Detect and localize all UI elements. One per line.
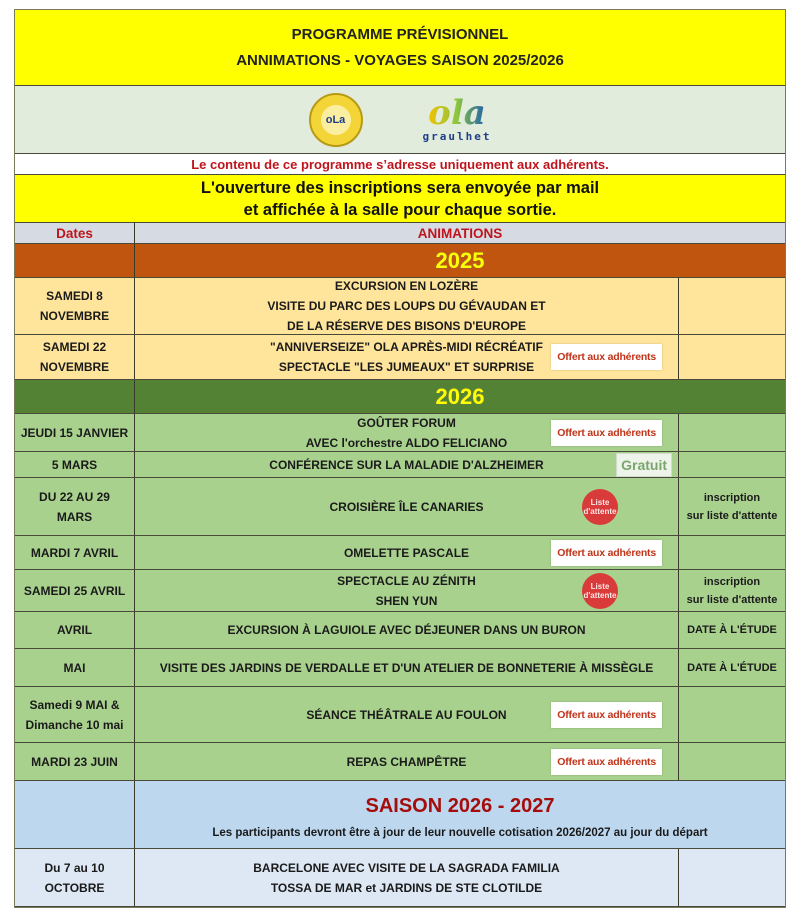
- year-2025-label: 2025: [435, 247, 485, 273]
- offert-aux-adherents-badge: Offert aux adhérents: [551, 344, 662, 370]
- offert-aux-adherents-badge: Offert aux adhérents: [551, 540, 662, 566]
- event-status: [679, 536, 785, 569]
- year-2026-header: [15, 380, 785, 414]
- liste-attente-badge: [582, 573, 618, 609]
- column-header-animations: ANIMATIONS: [417, 225, 503, 241]
- event-title-line: SÉANCE THÉÂTRALE AU FOULON: [306, 707, 507, 722]
- event-date: [15, 687, 135, 742]
- liste-badge-line: d'attente: [583, 590, 617, 600]
- liste-badge-line: Liste: [590, 497, 610, 507]
- ola-wordmark: ola: [428, 93, 486, 133]
- programme-table: [14, 9, 786, 908]
- event-status: [679, 743, 785, 780]
- event-title-line: SPECTACLE AU ZÉNITH: [337, 573, 476, 588]
- event-row: [15, 536, 785, 570]
- event-animation: [135, 452, 679, 477]
- event-row: [15, 687, 785, 743]
- event-row: [15, 743, 785, 781]
- event-title-line: REPAS CHAMPÊTRE: [346, 754, 467, 769]
- event-date: [15, 570, 135, 611]
- gratuit-badge: Gratuit: [616, 453, 672, 477]
- title-line-1: PROGRAMME PRÉVISIONNEL: [291, 25, 509, 43]
- column-header-dates: Dates: [15, 223, 135, 243]
- saison-header-content: [135, 781, 785, 848]
- title-banner: [15, 10, 785, 86]
- event-date: [15, 452, 135, 477]
- event-title-line: TOSSA DE MAR et JARDINS DE STE CLOTILDE: [270, 880, 543, 895]
- event-date-line: MAI: [63, 660, 86, 675]
- event-date-line: DU 22 AU 29: [39, 489, 110, 504]
- event-row: [15, 849, 785, 907]
- event-date-line: Dimanche 10 mai: [25, 717, 124, 732]
- liste-badge-line: Liste: [590, 581, 610, 591]
- event-date-line: SAMEDI 22: [42, 340, 107, 354]
- ola-logo-face: oLa: [321, 105, 351, 135]
- event-animation: [135, 849, 679, 906]
- offert-aux-adherents-badge: Offert aux adhérents: [551, 702, 662, 728]
- event-title-line: GOÛTER FORUM: [357, 415, 456, 430]
- event-animation: [135, 335, 679, 379]
- event-date: [15, 743, 135, 780]
- event-title-line: CROISIÈRE ÎLE CANARIES: [329, 499, 484, 514]
- event-date-line: OCTOBRE: [44, 880, 105, 895]
- event-title-line: CONFÉRENCE SUR LA MALADIE D'ALZHEIMER: [269, 457, 544, 472]
- event-animation: [135, 743, 679, 780]
- event-date-line: MARS: [56, 509, 93, 524]
- event-date: [15, 478, 135, 535]
- event-animation: [135, 570, 679, 611]
- saison-2026-2027-header: [15, 781, 785, 849]
- event-animation: [135, 414, 679, 451]
- event-row: [15, 570, 785, 612]
- event-status: [679, 478, 785, 535]
- event-row: [15, 414, 785, 452]
- liste-attente-badge: [582, 489, 618, 525]
- event-status: [679, 570, 785, 611]
- event-title-line: DE LA RÉSERVE DES BISONS D'EUROPE: [287, 319, 526, 333]
- saison-title: SAISON 2026 - 2027: [365, 794, 555, 817]
- event-date-line: Du 7 au 10: [44, 860, 105, 875]
- event-title-line: OMELETTE PASCALE: [343, 545, 470, 560]
- event-status-line: sur liste d'attente: [686, 509, 778, 522]
- year-date-spacer: [15, 244, 135, 277]
- event-title-line: VISITE DU PARC DES LOUPS DU GÉVAUDAN ET: [267, 299, 546, 313]
- year-2025-header: [15, 244, 785, 278]
- event-date-line: SAMEDI 8: [46, 289, 103, 303]
- event-status-line: DATE À L'ÉTUDE: [687, 661, 777, 674]
- year-2026-label: 2026: [435, 383, 485, 409]
- event-date-line: NOVEMBRE: [39, 360, 110, 374]
- event-date: [15, 649, 135, 686]
- year-date-spacer: [15, 380, 135, 413]
- event-animation: [135, 649, 679, 686]
- event-row: [15, 278, 785, 335]
- event-title-line: VISITE DES JARDINS DE VERDALLE ET D'UN ATELIER DE BONNETERIE À MISSÈGLE: [159, 660, 654, 675]
- event-date-line: JEUDI 15 JANVIER: [20, 425, 129, 440]
- offert-aux-adherents-badge: Offert aux adhérents: [551, 420, 662, 446]
- saison-subtitle: Les participants devront être à jour de leur nouvelle cotisation 2026/2027 au jour du départ: [212, 826, 708, 839]
- event-date-line: 5 MARS: [51, 457, 98, 472]
- registration-notice: [15, 175, 785, 223]
- event-row: [15, 452, 785, 478]
- event-status-line: inscription: [703, 575, 761, 588]
- offert-aux-adherents-badge: Offert aux adhérents: [551, 749, 662, 775]
- event-date-line: MARDI 7 AVRIL: [30, 545, 119, 560]
- event-date: [15, 536, 135, 569]
- event-status: [679, 612, 785, 648]
- registration-line-2: et affichée à la salle pour chaque sortie.: [243, 200, 557, 219]
- event-title-line: EXCURSION EN LOZÈRE: [334, 279, 479, 293]
- event-row: [15, 478, 785, 536]
- event-animation: [135, 536, 679, 569]
- event-row: [15, 649, 785, 687]
- event-date: [15, 849, 135, 906]
- event-title-line: SHEN YUN: [375, 593, 438, 608]
- events-saison-2026-2027: [15, 849, 785, 907]
- event-title-line: SPECTACLE "LES JUMEAUX" ET SURPRISE: [278, 360, 535, 374]
- event-animation: [135, 612, 679, 648]
- event-date-line: MARDI 23 JUIN: [31, 754, 118, 769]
- event-date-line: Samedi 9 MAI &: [29, 697, 120, 712]
- event-status: [679, 335, 785, 379]
- event-title-line: "ANNIVERSEIZE" OLA APRÈS-MIDI RÉCRÉATIF: [270, 340, 543, 354]
- logos-row: [15, 86, 785, 154]
- column-header-row: [15, 223, 785, 244]
- event-status: [679, 849, 785, 906]
- event-date: [15, 612, 135, 648]
- graulhet-wordmark: graulhet: [422, 130, 492, 143]
- ola-graulhet-logo: [422, 93, 492, 143]
- ola-loisirs-logo: [309, 93, 363, 147]
- event-status: [679, 452, 785, 477]
- event-date: [15, 335, 135, 379]
- event-status: [679, 649, 785, 686]
- event-status-line: inscription: [703, 491, 761, 504]
- event-title-line: BARCELONE AVEC VISITE DE LA SAGRADA FAMILIA: [253, 860, 560, 875]
- event-animation: [135, 478, 679, 535]
- event-date: [15, 278, 135, 334]
- event-row: [15, 612, 785, 649]
- event-date-line: AVRIL: [56, 623, 93, 637]
- title-line-2: ANNIMATIONS - VOYAGES SAISON 2025/2026: [236, 51, 564, 69]
- events-2026: [15, 414, 785, 781]
- saison-date-spacer: [15, 781, 135, 848]
- event-status-line: DATE À L'ÉTUDE: [687, 624, 777, 636]
- liste-badge-line: d'attente: [583, 506, 617, 516]
- event-status: [679, 414, 785, 451]
- event-title-line: AVEC l'orchestre ALDO FELICIANO: [305, 435, 508, 450]
- event-date-line: NOVEMBRE: [39, 309, 110, 323]
- event-status: [679, 278, 785, 334]
- event-title-line: EXCURSION À LAGUIOLE AVEC DÉJEUNER DANS UN BURON: [227, 623, 586, 637]
- event-date: [15, 414, 135, 451]
- event-animation: [135, 278, 679, 334]
- event-status-line: sur liste d'attente: [686, 593, 778, 606]
- event-animation: [135, 687, 679, 742]
- events-2025: [15, 278, 785, 380]
- event-date-line: SAMEDI 25 AVRIL: [23, 583, 126, 598]
- members-notice: Le contenu de ce programme s’adresse uniquement aux adhérents.: [15, 154, 785, 175]
- event-status: [679, 687, 785, 742]
- registration-line-1: L'ouverture des inscriptions sera envoyée par mail: [200, 178, 600, 197]
- event-row: [15, 335, 785, 380]
